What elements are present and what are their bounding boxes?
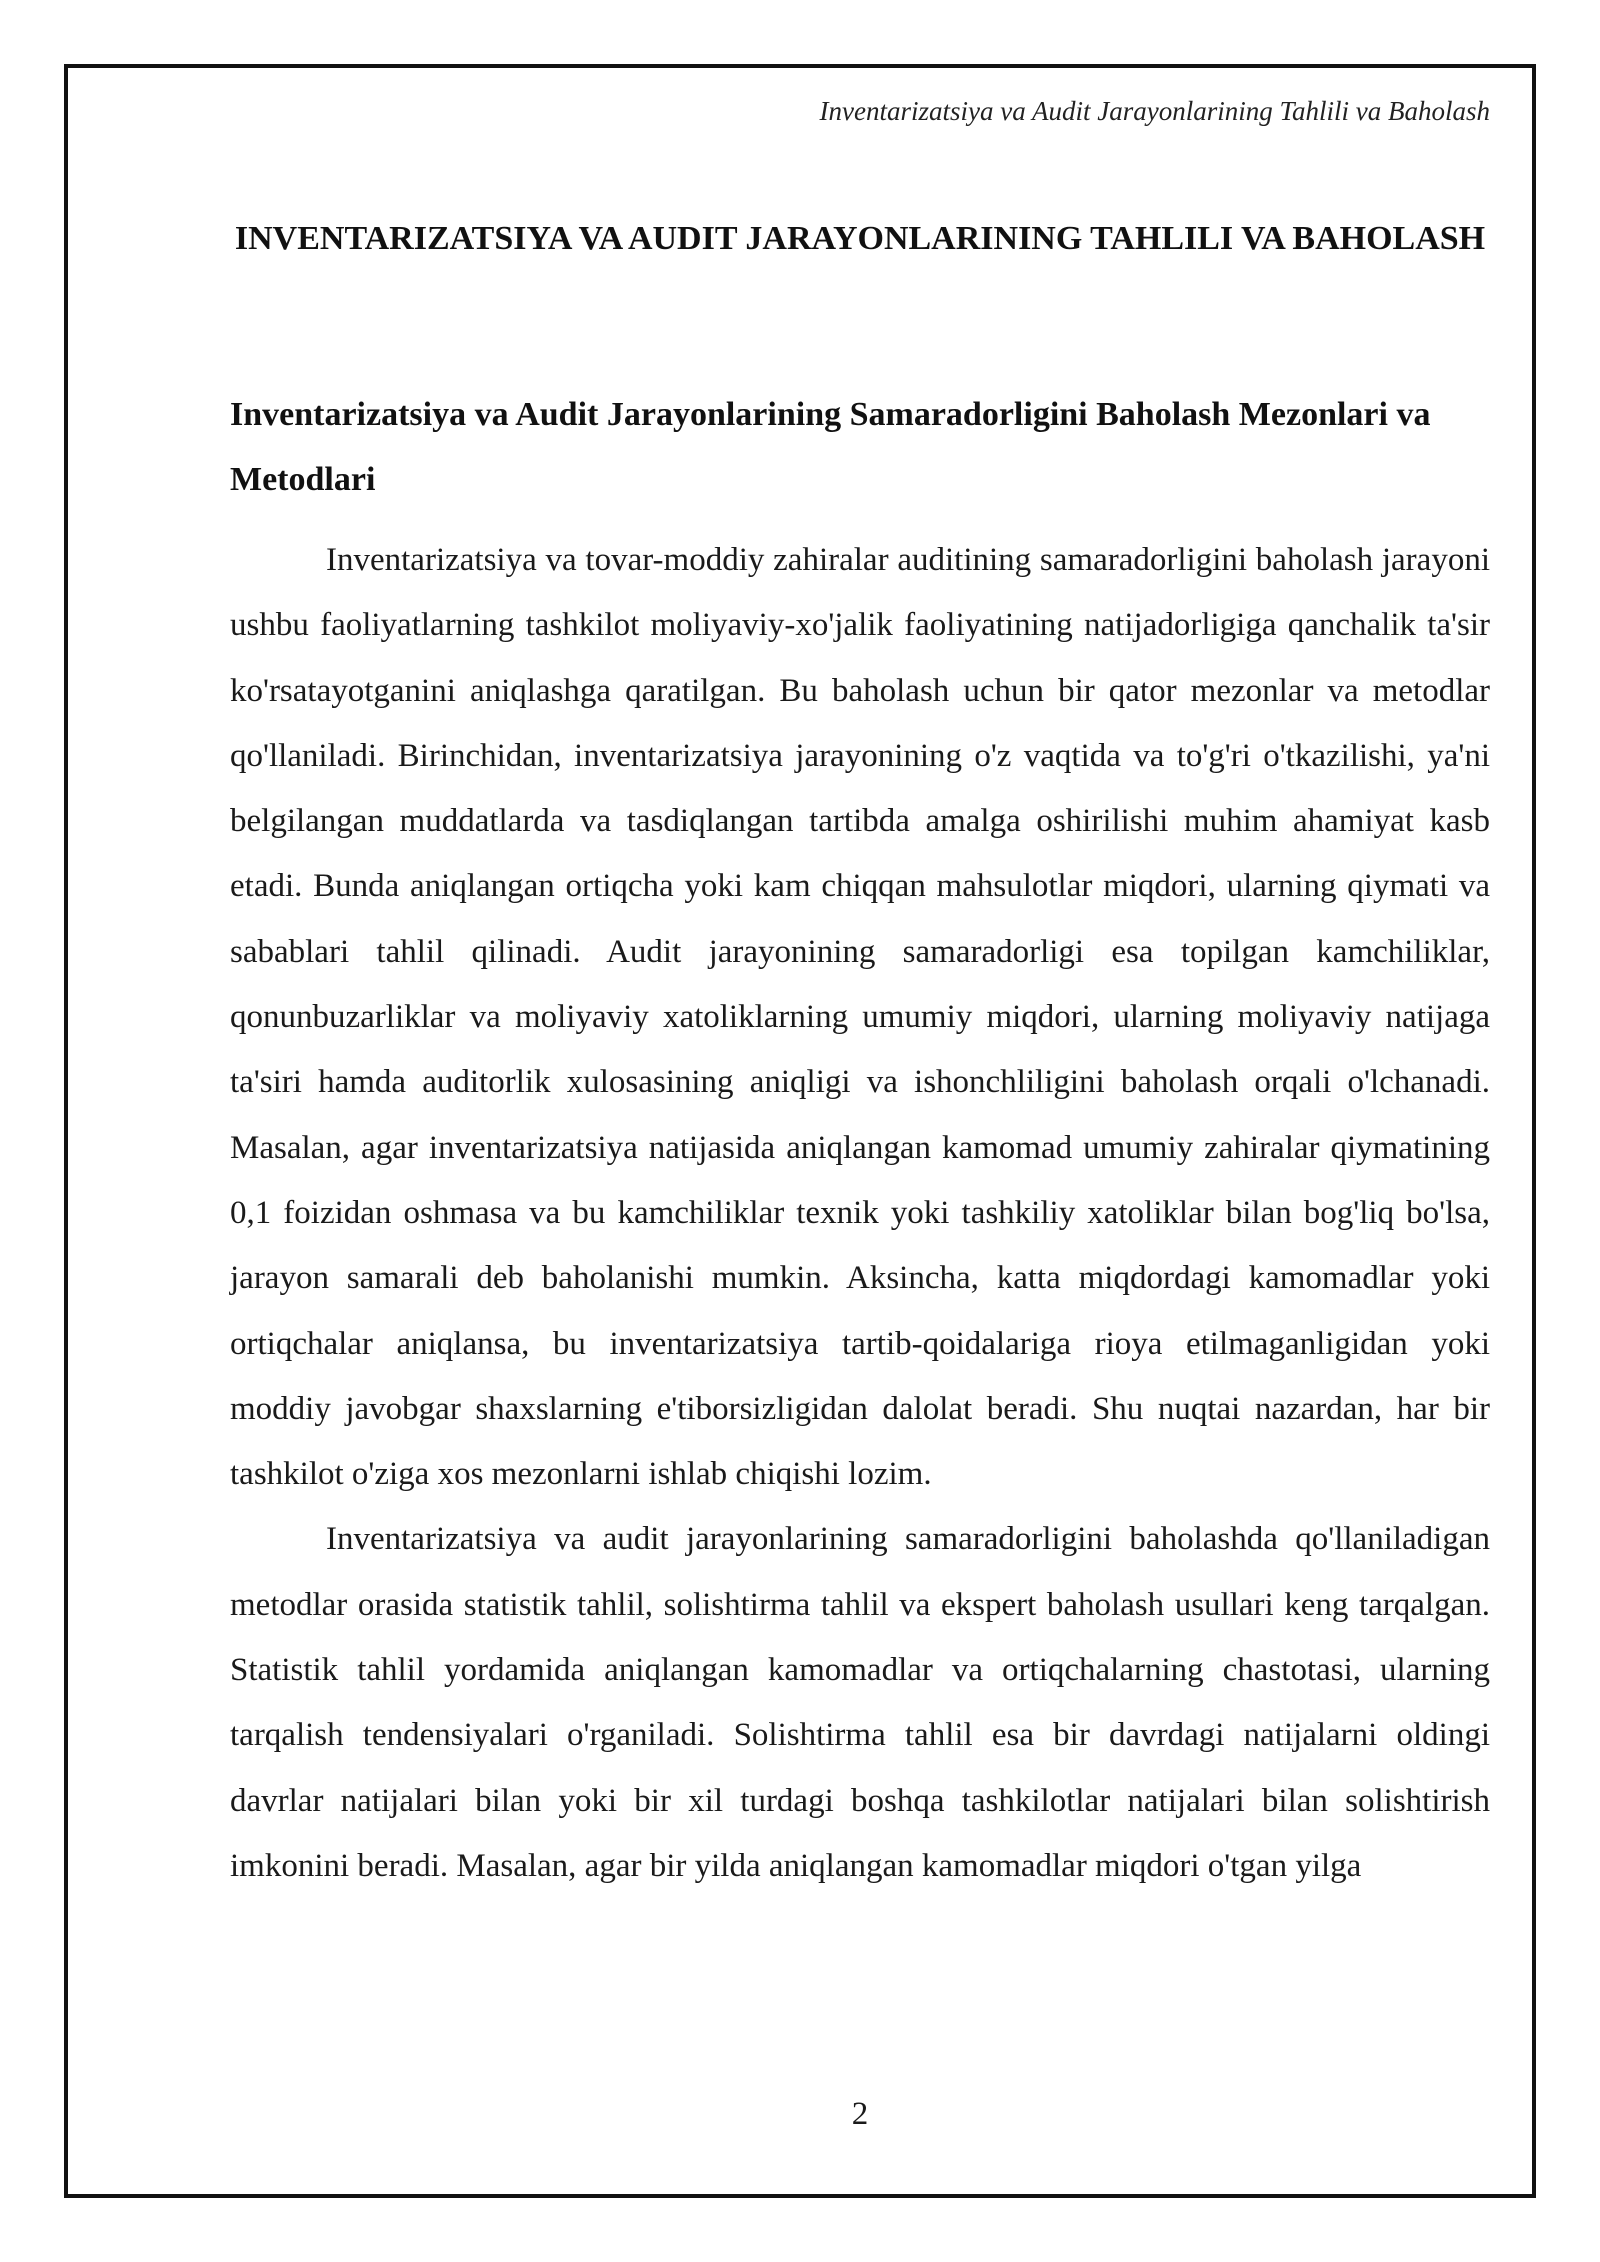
running-header: Inventarizatsiya va Audit Jarayonlarining Tahlili va Baholash: [819, 96, 1490, 126]
page-number: 2: [851, 2096, 869, 2132]
paragraph: Inventarizatsiya va tovar-moddiy zahiralar auditining samaradorligini baholash jarayoni ushbu faoliyatlarning tashkilot moliyaviy-xo'jalik faoliyatining natijadorligiga qanchalik ta'sir ko'rsatayotganini aniqlashga qaratilgan. Bu baholash uchun bir qator mezonlar va metodlar qo'llaniladi. Birinchidan, inventarizatsiya jarayonining o'z vaqtida va to'g'ri o'tkazilishi, ya'ni belgilangan muddatlarda va tasdiqlangan tartibda amalga oshirilishi muhim ahamiyat kasb etadi. Bunda aniqlangan ortiqcha yoki kam chiqqan mahsulotlar miqdori, ularning qiymati va sabablari tahlil qilinadi. Audit jarayonining samaradorligi esa topilgan kamchiliklar, qonunbuzarliklar va moliyaviy xatoliklarning umumiy miqdori, ularning moliyaviy natijaga ta'siri hamda auditorlik xulosasining aniqligi va ishonchliligini baholash orqali o'lchanadi. Masalan, agar inventarizatsiya natijasida aniqlangan kamomad umumiy zahiralar qiymatining 0,1 foizidan oshmasa va bu kamchiliklar texnik yoki tashkiliy xatoliklar bilan bog'liq bo'lsa, jarayon samarali deb baholanishi mumkin. Aksincha, katta miqdordagi kamomadlar yoki ortiqchalar aniqlansa, bu inventarizatsiya tartib-qoidalariga rioya etilmaganligidan yoki moddiy javobgar shaxslarning e'tiborsizligidan dalolat beradi. Shu nuqtai nazardan, har bir tashkilot o'ziga xos mezonlarni ishlab chiqishi lozim.: [230, 542, 1490, 1493]
paragraph: Inventarizatsiya va audit jarayonlarining samaradorligini baholashda qo'llaniladigan metodlar orasida statistik tahlil, solishtirma tahlil va ekspert baholash usullari keng tarqalgan. Statistik tahlil yordamida aniqlangan kamomadlar va ortiqchalarning chastotasi, ularning tarqalish tendensiyalari o'rganiladi. Solishtirma tahlil esa bir davrdagi natijalarni oldingi davrlar natijalari bilan yoki bir xil turdagi boshqa tashkilotlar natijalari bilan solishtirish imkonini beradi. Masalan, agar bir yilda aniqlangan kamomadlar miqdori o'tgan yilga: [230, 1521, 1490, 1884]
body-text: [230, 528, 1490, 1899]
section-heading: Inventarizatsiya va Audit Jarayonlarining Samaradorligini Baholash Mezonlari va Metodlari: [230, 396, 1431, 498]
document-title: INVENTARIZATSIYA VA AUDIT JARAYONLARINING TAHLILI VA BAHOLASH: [234, 220, 1486, 257]
